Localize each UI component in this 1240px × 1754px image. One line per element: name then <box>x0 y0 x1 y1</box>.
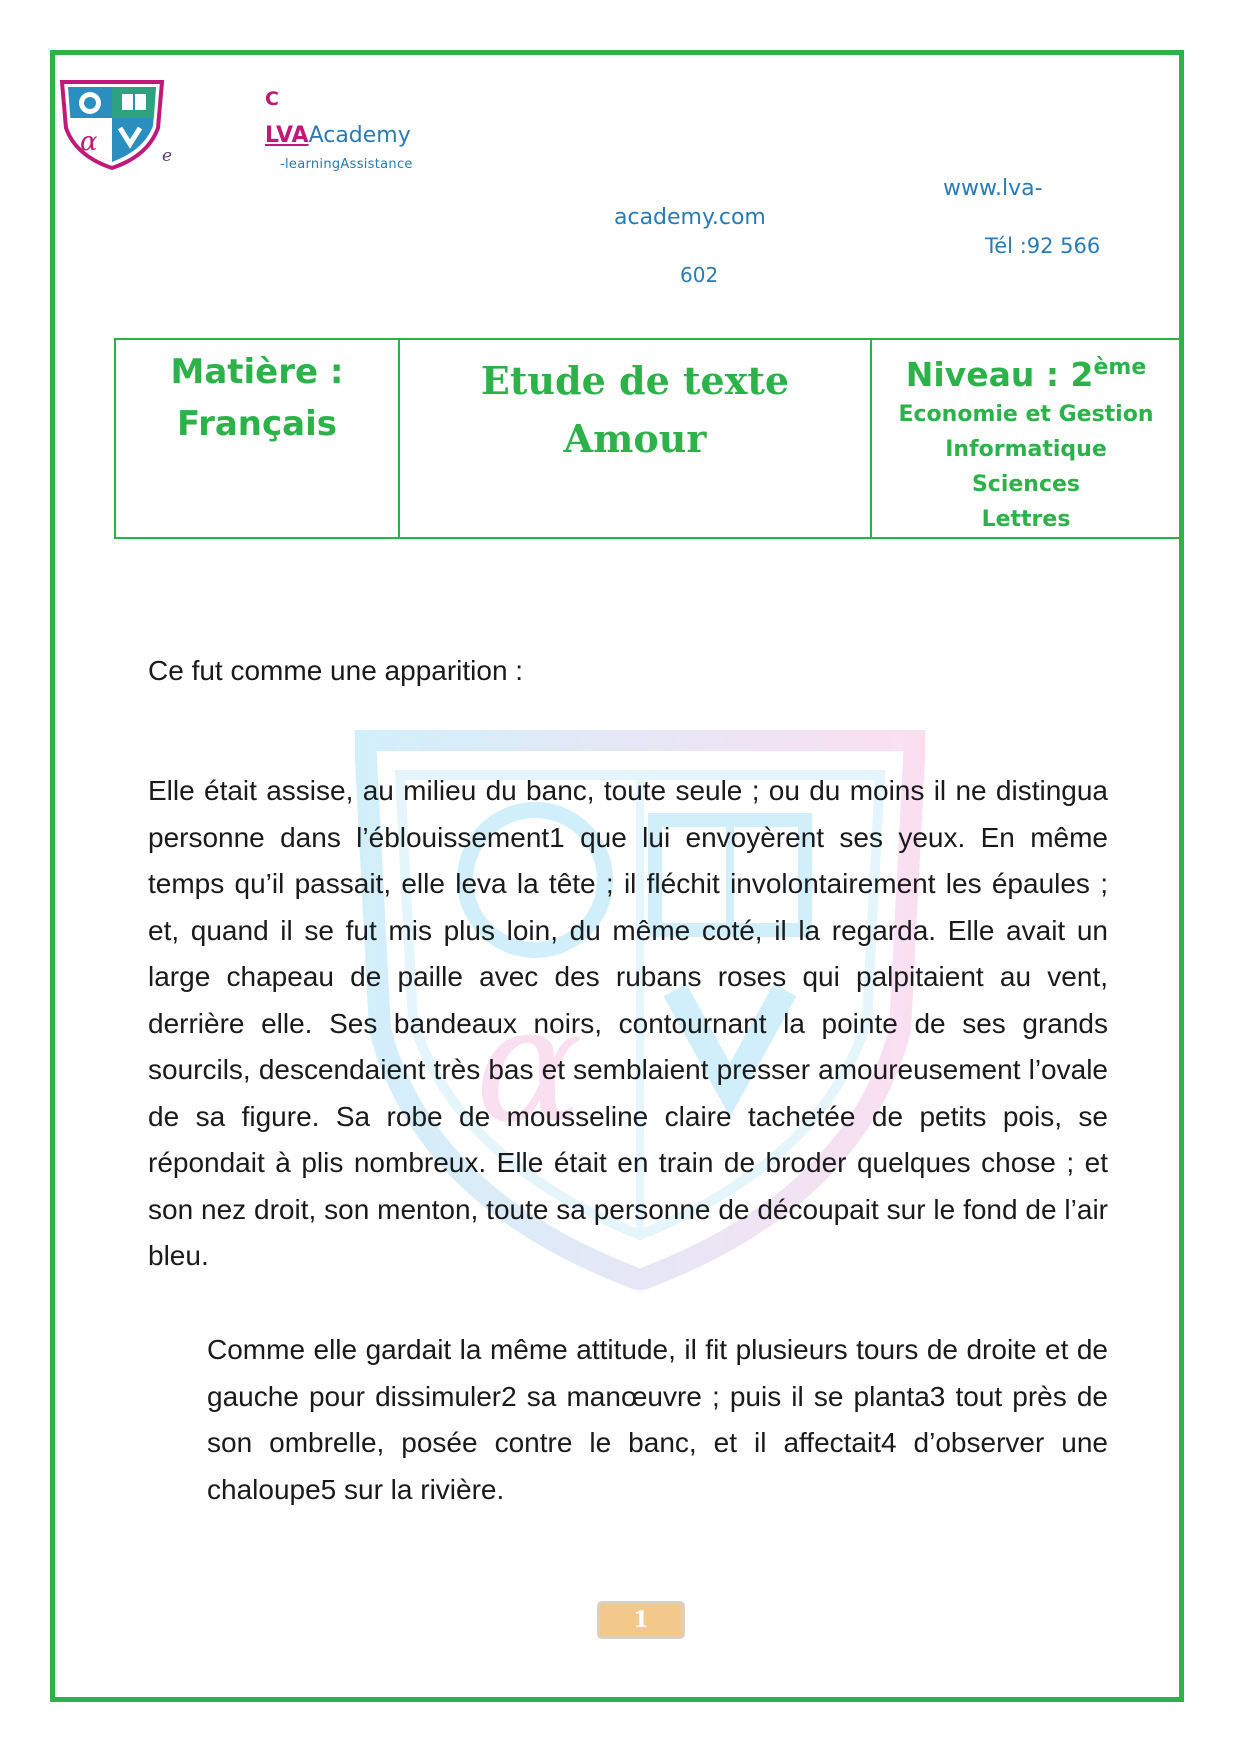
text-intro: Ce fut comme une apparition : <box>148 655 524 686</box>
website-part2: academy.com <box>614 205 766 230</box>
logo-suffix: e <box>162 146 173 166</box>
title-cell <box>399 339 871 538</box>
doc-subtitle: Amour <box>563 416 707 461</box>
level-label: Niveau : 2ème <box>905 355 1147 394</box>
doc-title: Etude de texte <box>480 358 790 403</box>
section-item: Sciences <box>971 472 1081 497</box>
info-table <box>114 338 1182 539</box>
subject-cell <box>115 339 399 538</box>
lva-academy-logo <box>58 78 166 170</box>
brand-name <box>265 123 411 148</box>
svg-text:α: α <box>80 127 98 157</box>
section-item: Lettres <box>981 507 1071 532</box>
brand-academy: Academy <box>308 123 411 148</box>
page-number-badge: 1 <box>597 1601 685 1639</box>
phone-part1: Tél :92 566 <box>985 234 1101 258</box>
brand-lva: LVA <box>265 123 309 148</box>
svg-text:α: α <box>475 971 584 1158</box>
brand-tagline: -learningAssistance <box>280 157 413 172</box>
text-paragraph-2: Comme elle gardait la même attitude, il fit plusieurs tours de droite et de gauche pour dissimuler2 sa manœuvre ; puis il se planta3 tout près de son ombrelle, posée contre le banc, et il affectait4 d’observer une chaloupe5 sur la rivière. <box>207 1334 1108 1505</box>
section-item: Informatique <box>945 437 1107 462</box>
phone-part2: 602 <box>680 263 719 287</box>
text-paragraph-1: Elle était assise, au milieu du banc, toute seule ; ou du moins il ne distingua personne dans l’éblouissement1 que lui envoyèrent ses yeux. En même temps qu’il passait, elle leva la tête ; il fléchit involontairement les épaules ; et, quand il se fut mis plus loin, du même coté, il la regarda. Elle avait un large chapeau de paille avec des rubans roses qui palpitaient au vent, derrière elle. Ses bandeaux noirs, contournant la pointe de ses grands sourcils, descendaient très bas et semblaient presser amoureusement l’ovale de sa figure. Sa robe de mousseline claire tachetée de petits pois, se répondait à plis nombreux. Elle était en train de broder quelques chose ; et son nez droit, son menton, toute sa personne de découpait sur le fond de l’air bleu. <box>148 775 1108 1271</box>
brand-letter: C <box>265 88 279 110</box>
subject-value: Français <box>177 404 337 444</box>
website-part1: www.lva- <box>943 176 1043 201</box>
section-item: Economie et Gestion <box>898 402 1154 427</box>
subject-label: Matière : <box>170 352 344 392</box>
level-cell <box>871 339 1181 538</box>
